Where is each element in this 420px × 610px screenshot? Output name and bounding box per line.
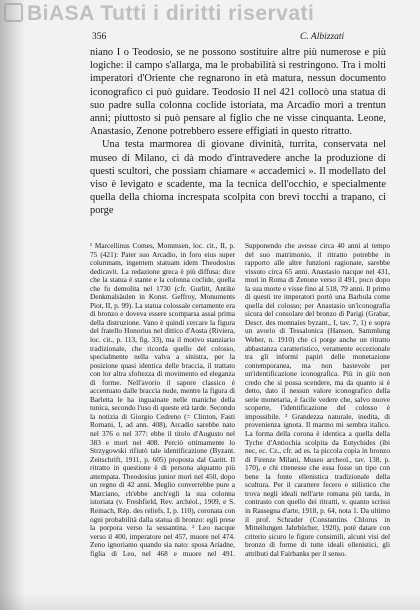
watermark	[4, 2, 314, 26]
paragraph: niano I o Teodosio, se ne possono sostituire altre più numerose e più logiche: il campo s'allarga, ma le probabilità si restringono. Tra i molti imperatori d'Oriente che regnarono in età matura, nessun documento iconografico ci può guidare. Teodosio II nel 421 collocò una statua di suo padre sulla colonna coclide istoriata, ma Arcadio morì a trentun anni; piuttosto si può pensare al figlio che ne visse cinquanta. Leone, Anastasio, Zenone potrebbero essere effigiati in questo ritratto.	[90, 47, 386, 138]
scan-binding-shadow	[0, 0, 26, 610]
running-author: C. Albizzati	[300, 32, 345, 42]
footnotes	[90, 242, 390, 558]
page-number: 356	[92, 32, 107, 42]
watermark-text: BiASA Tutti i diritti riservati	[27, 2, 315, 25]
body-text	[90, 46, 386, 218]
scan-bottom-shadow	[0, 592, 420, 610]
running-head	[0, 32, 420, 46]
footnote-text: ¹ Marcellinus Comes, Mommsen, loc. cit., II, p. 75 (421): Pater suo Arcadio, in foro eius super columnam, ingentem statuam idem Theodosius dedicavit. La redazione greca è più diffusa: dice che la statua è stante e la colonna coclide, quella che fu demolita nel 1730 (cfr. Gurlitt, Antike Denkmalsäulen in Konst. Geffroy, Monuments Piot, II, p. 99). La statua colossale certamente era di bronzo e doveva essere scomparsa assai prima della distruzione. Vano è quindi cercare la figura del fratello Honorius nel dittico d'Aosta (Riviera, loc. cit., p. 113, fig. 33), ma il motivo stanziario tradizionale, che ricorda quello del colosso, specialmente nella valva a sinistra, per la posizione quasi identica delle braccia, il trattato con lor altra sfoltezza di movimento ed eleganza di forme. Nell'avorio il sapore classico è accentuato dalle braccia nude, mentre la figura di Barletta le ha inguainate nelle maniche della tunica, secondo l'uso di queste età tarde. Secondo la notizia di Giorgio Cedreno (= Clinton, Fasti Romani, I, ad ann. 408), Arcadio sarebbe nato nel 376 o nel 377: ebbe il titolo d'Augusto nel 383 e morì nel 408. Perciò ottimamente lo Strzygowski rifiutò tale identificazione (Byzant. Zeitschrift, 1911, p. 605) proposta dal Garitt. Il ritratto in questione è di persona alquanto più attempata. Theodosius junior morì nel 450, dopo un regno di 42 anni. Meglio converrebbe pure a Marciano, ch'ebbe anch'egli la sua colonna istoriata (v. Freshfield, Rev. archéol., 1909, e S. Reinach, Rép. des reliefs, I, p. 110), coronata con ogni probabilità dalla statua di bronzo: egli prese la porpora verso la sessantina. ² Leo nacque verso il 400, imperatore nel 457, muore nel 474. Zeno ignoriamo quando sia nato: sposa Ariadne, figlia di Leo, nel 468 e muore nel 491. Supponendo che avesse circa 40 anni al tempo del suo matrimonio, il ritratto potrebbe in rapporto alle altre funzioni ragionate, sarebbe vissuto circa 65 anni. Anastasio nacque nel 431, morì in Roma di Zenone verso il 491, poco dopo la sua morte e visse fino al 518, 79 anni. Il primo di questi tre imperatori portò una Barbula come quella del colosso; per Anastasio un'iconografia sicura del consolare del bronzo di Parigi (Grabar, Descr. des monnaies byzant., I, tav. 7, 1) e sopra un avorio di Tessalonica (Hanson, Sammlung Weber, n. 1910) che ci porge anche un ritratto abbastanza caratteristico, veramente eccezionale tra gli informi papiri delle monetazione contemporanea, ma non bastevole per un'identificazione iconografica. Più in giù non credo che si possa scendere, ma da quanto si è detto, dato il nessun valore iconografico della serie monetaria, è facile vedere che, salvo nuove scoperte, l'identificazione del colosso è impossibile. ³ Grandezza naturale, inedita, di provenienza ignota. Il marmo mi sembra italico. La forma della corona è identica a quella della Tyche d'Antiochia scolpita da Eutychides (ibi nec, ec. Cz., cfr. ad es. la piccola copia in bronzo di Firenze Milani, Museo archeol., tav. 138, p. 170), e chi ritenesse che essa fosse un tipo con bene la fonte ellenistica tradizionale della scultura. Per il carattere fecero e stilistico che trova negli ideali nell'arte romana più tarda, in contrasto con quello dei ritratti, v. quanto scrissi in Rassegna d'arte, 1918, p. 64, nota 1. Da ultimo il prof. Schrader (Constantins Chlorus in Mitteilungen Jahrbücher, 1920), poté datare con criterio sicuro le figure consimili, alcuni visi del bronzo di forme di tutte ideali ellenistici, gli attributi dal Fairbanks per il senso.	[90, 241, 390, 558]
paragraph: Una testa marmorea di giovane divinità, turrita, conservata nel museo di Milano, ci dà modo d'intravedere anche la produzione di questi scultori, che possiam chiamare « accademici ». Il modellato del viso è levigato e scadente, ma la tecnica dell'occhio, e specialmente quella della chioma increspata scolpita con brevi tocchi a trapano, ci porge	[90, 139, 386, 217]
library-logo-icon	[4, 3, 23, 22]
